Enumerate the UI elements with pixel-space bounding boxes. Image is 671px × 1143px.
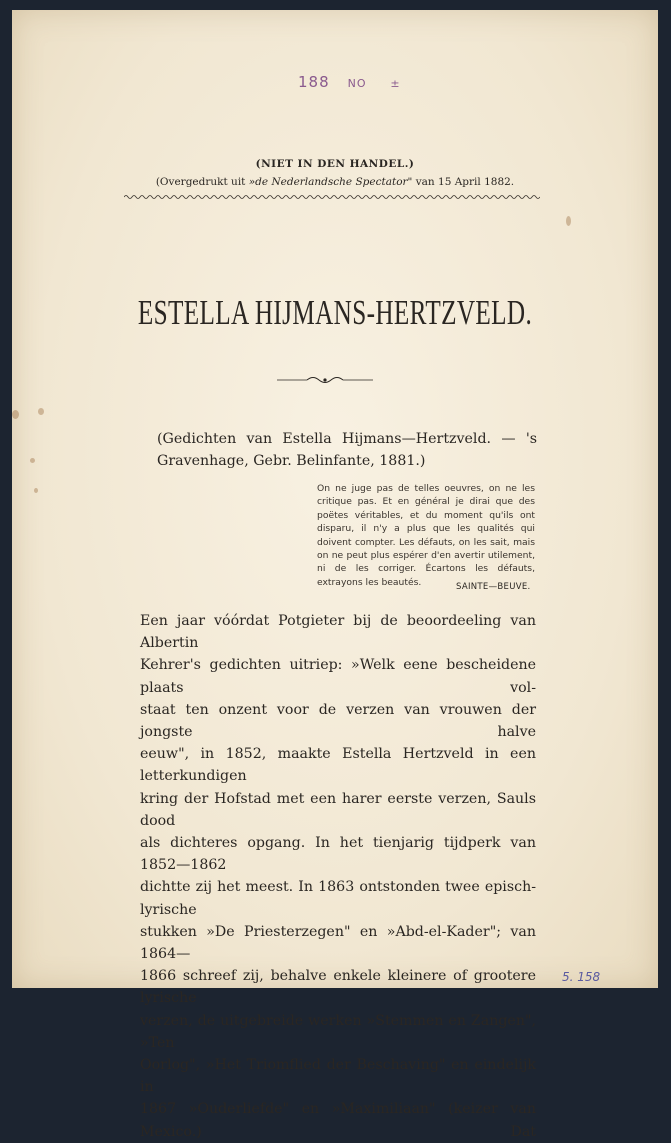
reprint-notice (12, 176, 658, 188)
body-line: Oorlog", »Het Triomflied der Beschaving" en eindelijk in (140, 1057, 536, 1096)
body-line: staat ten onzent voor de verzen van vrouwen der jongste halve (140, 701, 536, 741)
bibliographic-note: (Gedichten van Estella Hijmans—Hertzveld. — 's Gravenhage, Gebr. Belinfante, 1881.) (157, 431, 537, 469)
not-for-sale-notice: (NIET IN DEN HANDEL.) (255, 158, 415, 170)
body-text (140, 610, 536, 1143)
stamp-suffix: ± (390, 77, 401, 90)
pencil-annotation: 5. 158 (562, 970, 601, 984)
epigraph-author: SAINTE—BEUVE. (456, 582, 531, 592)
body-line: dichtte zij het meest. In 1863 ontstonden twee episch-lyrische (140, 879, 536, 918)
reprint-suffix: van 15 April 1882. (415, 176, 515, 188)
library-stamp (298, 73, 419, 91)
body-line: Een jaar vóórdat Potgieter bij de beoordeeling van Albertin (140, 613, 536, 652)
body-line: 1867 »Ouderliefde" en »Maximiliaan" (keizer van Mexico.) Dat (140, 1101, 536, 1140)
ornament-divider (277, 374, 373, 386)
stamp-number: 188 (298, 73, 330, 91)
stamp-mark: NO (347, 77, 367, 90)
body-line: verzen, de uitgebreide werken »Stemmen en Zangen", »Ten (140, 1012, 536, 1051)
wavy-rule (124, 193, 540, 201)
foxing-spot (12, 410, 19, 419)
body-line: stukken »De Priesterzegen" en »Abd-el-Kader"; van 1864— (140, 923, 536, 963)
epigraph-quote: On ne juge pas de telles oeuvres, on ne les critique pas. Et en général je dirai que des poëtes véritables, et du moment qu'ils ont disparu, il n'y a plus que les qualités qui doivent compter. Les défauts, on les sait, mais on ne peut plus espérer d'en avertir utilement, ni de les corriger. Écartons les défauts, extrayons les beautés. (317, 483, 535, 588)
body-line: 1866 schreef zij, behalve enkele kleinere of grootere lyrische (140, 968, 536, 1007)
document-title: ESTELLA HIJMANS-HERTZVELD. (137, 293, 533, 332)
reprint-source: »de Nederlandsche Spectator" (248, 176, 413, 188)
body-line: Kehrer's gedichten uitriep: »Welk eene bescheidene plaats vol- (140, 657, 536, 696)
foxing-spot (38, 408, 44, 415)
body-line: als dichteres opgang. In het tienjarig tijdperk van 1852—1862 (140, 835, 536, 874)
reprint-prefix: (Overgedrukt uit (155, 176, 246, 188)
body-line: kring der Hofstad met een harer eerste verzen, Sauls dood (140, 790, 536, 829)
foxing-spot (34, 488, 38, 493)
foxing-spot (566, 216, 571, 226)
foxing-spot (30, 458, 35, 463)
document-page (12, 10, 658, 1140)
body-line: eeuw", in 1852, maakte Estella Hertzveld in een letterkundigen (140, 746, 536, 785)
